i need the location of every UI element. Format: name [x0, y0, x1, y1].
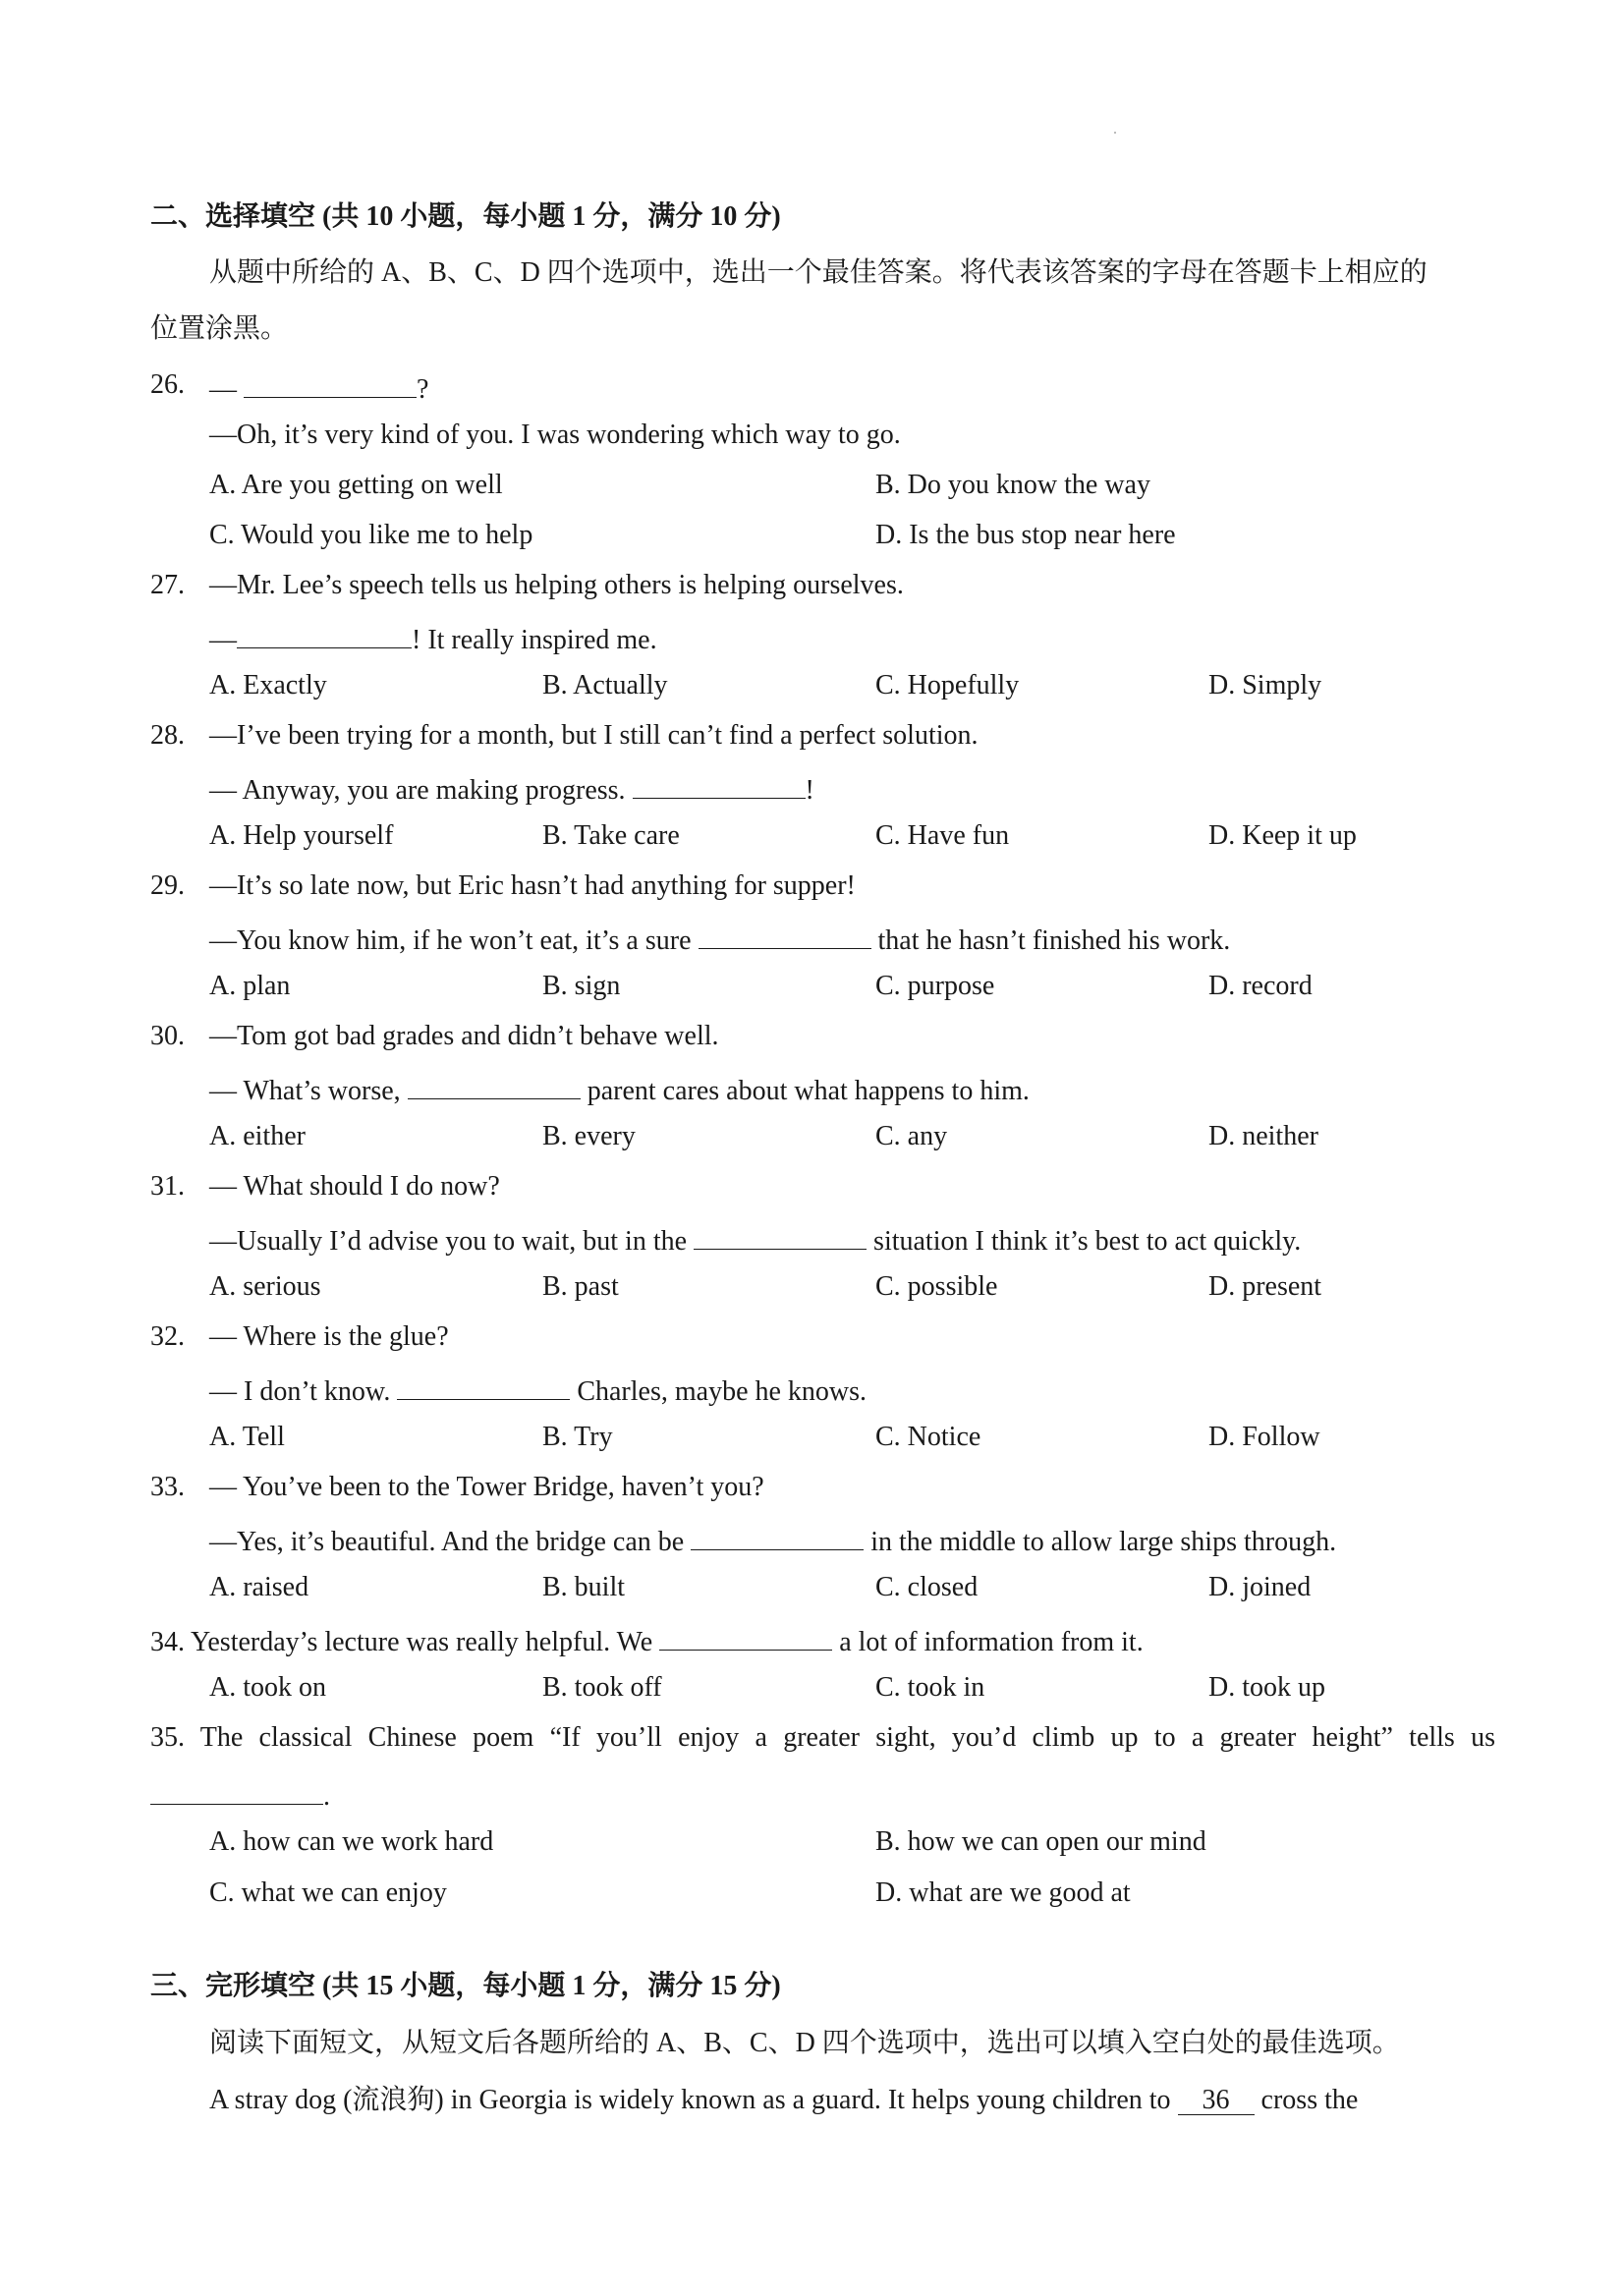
question-number: 33. — [150, 1472, 185, 1502]
option-a: A. Tell — [209, 1422, 285, 1452]
question-prompt: — What should I do now? — [209, 1171, 500, 1202]
option-c: C. what we can enjoy — [209, 1877, 447, 1908]
option-a: A. raised — [209, 1572, 309, 1602]
option-a: A. Help yourself — [209, 820, 394, 851]
option-a: A. took on — [209, 1672, 326, 1703]
option-d: D. took up — [1208, 1672, 1325, 1703]
option-d: D. joined — [1208, 1572, 1312, 1602]
passage-line: A stray dog (流浪狗) in Georgia is widely known as a guard. It helps young children to 36 cross the — [209, 2085, 1359, 2115]
question-number: 27. — [150, 570, 185, 600]
answer-blank[interactable] — [150, 1778, 323, 1805]
option-d: D. present — [1208, 1271, 1322, 1302]
cloze-blank-36[interactable]: 36 — [1178, 2087, 1255, 2115]
question-number: 31. — [150, 1171, 185, 1202]
question-prompt: —Mr. Lee’s speech tells us helping others is helping ourselves. — [209, 570, 904, 600]
question-prompt-cont: . — [150, 1778, 330, 1811]
option-c: C. Have fun — [875, 820, 1010, 851]
option-a: A. either — [209, 1121, 306, 1151]
option-c: C. any — [875, 1121, 948, 1151]
answer-blank[interactable] — [691, 1524, 864, 1550]
option-d: D. Is the bus stop near here — [875, 520, 1176, 550]
question-prompt: — ? — [209, 371, 428, 404]
option-b: B. every — [542, 1121, 636, 1151]
question-number: 29. — [150, 870, 185, 901]
question-response: —You know him, if he won’t eat, it’s a sure that he hasn’t finished his work. — [209, 923, 1230, 955]
option-d: D. what are we good at — [875, 1877, 1131, 1908]
section2-heading: 二、选择填空 (共 10 小题，每小题 1 分，满分 10 分) — [150, 201, 781, 232]
question-number: 30. — [150, 1021, 185, 1051]
option-b: B. past — [542, 1271, 619, 1302]
option-d: D. Keep it up — [1208, 820, 1357, 851]
question-response: — Anyway, you are making progress. ! — [209, 772, 814, 805]
question-prompt: — You’ve been to the Tower Bridge, haven’t you? — [209, 1472, 764, 1502]
option-d: D. neither — [1208, 1121, 1318, 1151]
option-c: C. Would you like me to help — [209, 520, 533, 550]
option-a: A. Exactly — [209, 670, 327, 700]
section2-instruction: 从题中所给的 A、B、C、D 四个选项中，选出一个最佳答案。将代表该答案的字母在答题卡上相应的 — [209, 257, 1427, 288]
answer-blank[interactable] — [694, 1223, 867, 1250]
answer-blank[interactable] — [659, 1624, 832, 1651]
question-prompt: 34. Yesterday’s lecture was really helpful. We a lot of information from it. — [150, 1624, 1144, 1656]
question-number: 32. — [150, 1321, 185, 1352]
answer-blank[interactable] — [244, 371, 417, 398]
section2-instruction-cont: 位置涂黑。 — [150, 313, 289, 344]
answer-blank[interactable] — [633, 772, 806, 799]
option-c: C. Notice — [875, 1422, 981, 1452]
section3-instruction: 阅读下面短文，从短文后各题所给的 A、B、C、D 四个选项中，选出可以填入空白处的最佳选项。 — [209, 2028, 1400, 2058]
option-d: D. Simply — [1208, 670, 1322, 700]
question-prompt: 35. The classical Chinese poem “If you’ll enjoy a greater sight, you’d climb up to a greater height” tells us — [150, 1722, 1495, 1753]
answer-blank[interactable] — [397, 1373, 570, 1400]
section3-heading: 三、完形填空 (共 15 小题，每小题 1 分，满分 15 分) — [150, 1971, 781, 2001]
option-b: B. Try — [542, 1422, 613, 1452]
question-response: —Oh, it’s very kind of you. I was wondering which way to go. — [209, 420, 901, 450]
option-d: D. record — [1208, 971, 1313, 1001]
option-b: B. Take care — [542, 820, 680, 851]
option-c: C. closed — [875, 1572, 979, 1602]
option-a: A. serious — [209, 1271, 321, 1302]
option-c: C. took in — [875, 1672, 985, 1703]
question-prompt: — Where is the glue? — [209, 1321, 449, 1352]
question-prompt: —It’s so late now, but Eric hasn’t had anything for supper! — [209, 870, 856, 901]
option-b: B. took off — [542, 1672, 662, 1703]
option-a: A. Are you getting on well — [209, 470, 503, 500]
option-b: B. built — [542, 1572, 626, 1602]
answer-blank[interactable] — [237, 622, 412, 648]
question-response: —Yes, it’s beautiful. And the bridge can be in the middle to allow large ships through. — [209, 1524, 1336, 1556]
option-a: A. how can we work hard — [209, 1826, 494, 1857]
question-response: — I don’t know. Charles, maybe he knows. — [209, 1373, 867, 1406]
option-b: B. Do you know the way — [875, 470, 1150, 500]
option-c: C. Hopefully — [875, 670, 1020, 700]
question-prompt: —Tom got bad grades and didn’t behave well. — [209, 1021, 719, 1051]
question-number: 28. — [150, 720, 185, 751]
question-response: — ! It really inspired me. — [209, 622, 657, 654]
option-b: B. how we can open our mind — [875, 1826, 1206, 1857]
question-response: —Usually I’d advise you to wait, but in the situation I think it’s best to act quickly. — [209, 1223, 1301, 1256]
option-c: C. possible — [875, 1271, 998, 1302]
answer-blank[interactable] — [408, 1073, 581, 1099]
question-prompt: —I’ve been trying for a month, but I still can’t find a perfect solution. — [209, 720, 979, 751]
answer-blank[interactable] — [699, 923, 871, 949]
question-response: — What’s worse, parent cares about what happens to him. — [209, 1073, 1030, 1105]
option-a: A. plan — [209, 971, 291, 1001]
scan-dot — [1114, 132, 1116, 134]
option-d: D. Follow — [1208, 1422, 1320, 1452]
option-b: B. Actually — [542, 670, 668, 700]
question-number: 26. — [150, 369, 185, 400]
option-c: C. purpose — [875, 971, 995, 1001]
option-b: B. sign — [542, 971, 621, 1001]
